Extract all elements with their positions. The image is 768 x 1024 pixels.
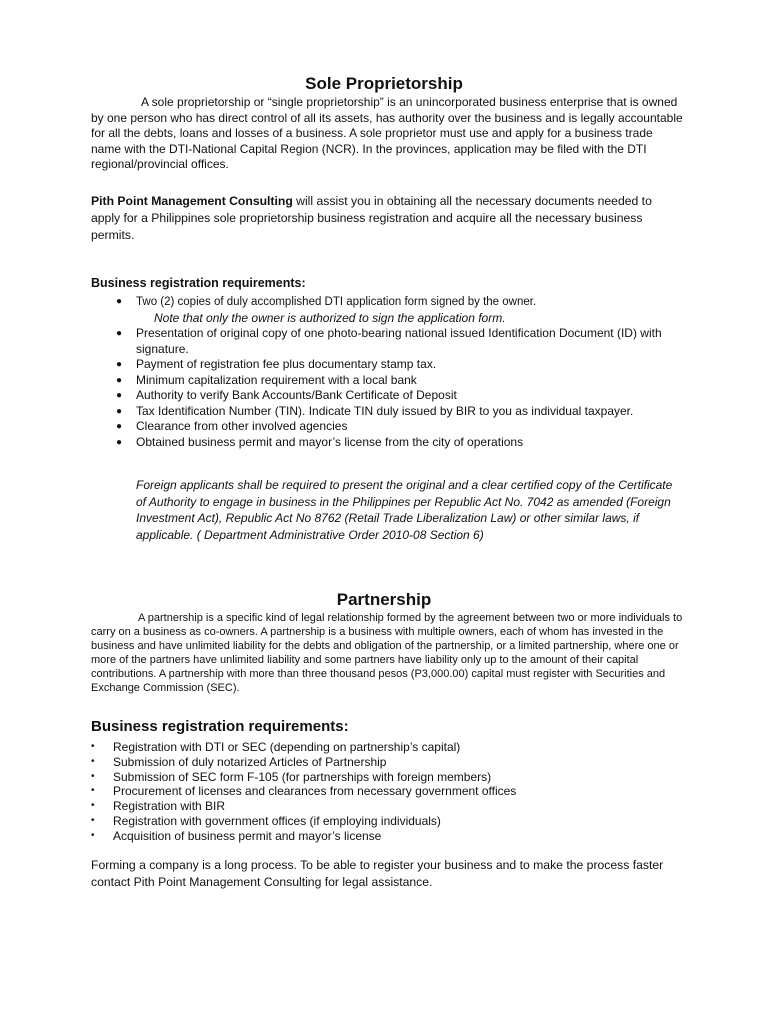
bullet-icon: ● [116,405,123,417]
requirement-text: Submission of SEC form F-105 (for partnerships with foreign members) [113,769,492,784]
bullet-icon: • [91,814,95,826]
bullet-icon: • [91,829,95,841]
partnership-requirements-heading: Business registration requirements: [91,718,349,735]
bullet-icon: • [91,755,95,767]
requirement-text: Registration with government offices (if employing individuals) [113,813,441,828]
company-name: Pith Point Management Consulting [91,194,293,208]
list-item [91,799,516,814]
list-item [91,754,516,770]
list-item [116,403,676,420]
requirement-text: Authority to verify Bank Accounts/Bank Certificate of Deposit [136,388,457,402]
list-item [91,769,516,785]
bullet-icon: ● [116,328,123,339]
list-item [116,434,676,451]
requirement-text: Tax Identification Number (TIN). Indicate TIN duly issued by BIR to you as individual taxpayer. [136,403,634,418]
sole-requirements-heading: Business registration requirements: [91,276,306,290]
requirement-text: Submission of duly notarized Articles of Partnership [113,754,387,769]
sole-proprietorship-intro [91,95,683,173]
bullet-icon: ● [116,436,123,448]
requirement-text: Procurement of licenses and clearances from necessary government offices [113,784,517,799]
requirement-text: Presentation of original copy of one photo-bearing national issued Identification Document (ID) with signature. [136,326,662,356]
bullet-icon: ● [116,374,123,386]
requirement-text: Obtained business permit and mayor’s license from the city of operations [136,434,524,449]
list-item [116,294,676,326]
partnership-intro [91,611,683,695]
bullet-icon: ● [116,296,123,307]
owner-signature-note: Note that only the owner is authorized to sign the application form. [154,310,506,325]
list-item [91,784,517,799]
partnership-title: Partnership [336,590,432,609]
requirement-text: Acquisition of business permit and mayor’s license [113,828,382,843]
partnership-requirements-list [91,740,517,844]
list-item [116,357,676,373]
sole-proprietorship-intro-text: A sole proprietorship or “single proprietorship” is an unincorporated business enterprise that is owned by one person who has direct control of all its assets, has authority over the business and is legally accountable for all the debts, loans and losses of a business. A sole proprietor must use and apply for a business trade name with the DTI-National Capital Region (NCR). In the provinces, application may be filed with the DTI regional/provincial offices. [91,95,683,171]
list-item [91,813,516,829]
foreign-applicants-note: Foreign applicants shall be required to present the original and a clear certified copy of the Certificate of Authority to engage in business in the Philippines per Republic Act No. 7042 as amended (Foreign Investment Act), Republic Act No 8762 (Retail Trade Liberalization Law) or other similar laws, if applicable. ( Department Administrative Order 2010-08 Section 6) [136,478,673,542]
list-item [116,372,676,389]
assistance-paragraph [91,193,683,244]
bullet-icon: ● [116,421,123,432]
bullet-icon: • [91,741,95,752]
bullet-icon: ● [116,359,123,370]
partnership-intro-text: A partnership is a specific kind of legal relationship formed by the agreement between two or more individuals to carry on a business as co-owners. A partnership is a business with multiple owners, each of whom has invested in the business and have unlimited liability for the debts and obligation of the partnership, or a limited partnership, where one or more of the partners have unlimited liability and some partners have liability only up to the amount of their capital contributions. A partnership with more than three thousand pesos (P3,000.00) capital must register with Securities and Exchange Commission (SEC). [91,612,683,694]
list-item [116,326,676,357]
assistance-text: will assist you in obtaining all the necessary documents needed to apply for a Philippines sole proprietorship business registration and acquire all the necessary business permits. [91,194,652,242]
requirement-text: Payment of registration fee plus documentary stamp tax. [136,357,437,371]
bullet-icon: • [91,770,95,782]
list-item [116,388,676,404]
bullet-icon: • [91,785,95,797]
requirement-text: Registration with BIR [113,799,226,814]
bullet-icon: ● [116,390,123,401]
requirement-text: Two (2) copies of duly accomplished DTI application form signed by the owner. [136,296,537,308]
list-item [91,828,516,844]
closing-paragraph: Forming a company is a long process. To be able to register your business and to make the process faster contact Pith Point Management Consulting for legal assistance. [91,858,664,889]
list-item [91,740,516,755]
requirement-text: Registration with DTI or SEC (depending on partnership’s capital) [113,740,461,754]
bullet-icon: • [91,800,95,812]
sole-proprietorship-title: Sole Proprietorship [305,74,463,93]
requirement-text: Minimum capitalization requirement with a local bank [136,372,417,387]
list-item [116,419,676,435]
requirement-text: Clearance from other involved agencies [136,419,348,433]
sole-requirements-list [116,294,676,450]
